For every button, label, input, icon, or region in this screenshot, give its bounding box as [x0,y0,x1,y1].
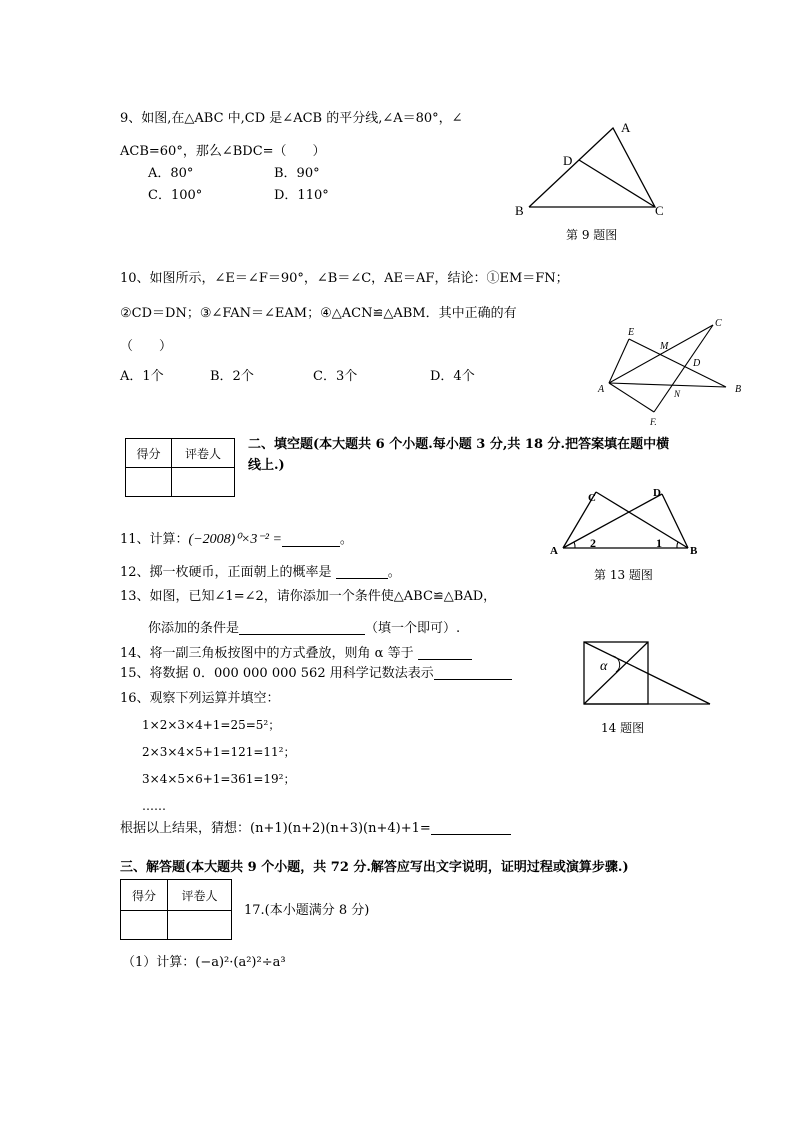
q10-paren: （ ） [120,339,173,354]
q12-answer-blank[interactable] [336,565,388,579]
score-header: 得分 [126,439,172,468]
q9-option-c: C．100° [148,188,203,203]
q12 [120,565,401,579]
q9-option-d: D．110° [274,188,329,203]
q9-label-b: B [515,203,524,218]
q9-option-a: A．80° [148,166,194,181]
q13-label-a: A [550,545,558,557]
q14-text: 14、将一副三角板按图中的方式叠放，则角 α 等于 [120,646,414,661]
q9-label-a: A [621,120,631,135]
q12-suffix: 。 [387,565,401,580]
q10-label-c: C [715,318,722,329]
q17-title: 17.(本小题满分 8 分) [244,903,370,918]
q13-line1: 13、如图，已知∠1=∠2，请你添加一个条件使△ABC≌△BAD， [120,589,497,604]
q16-line-3: 3×4×5×6+1=361=19²； [142,772,296,786]
q13-figure [548,480,708,560]
q16-answer-blank[interactable] [431,821,511,835]
q13-label-b: B [690,545,698,557]
q16-conclusion-text: 根据以上结果，猜想：(n+1)(n+2)(n+3)(n+4)+1= [120,821,431,836]
q10-option-a: A．1个 [120,369,164,384]
q9-option-b: B．90° [274,166,320,181]
q15-answer-blank[interactable] [434,666,512,680]
q10-label-d: D [693,358,701,369]
q10-line1: 10、如图所示，∠E＝∠F＝90°，∠B＝∠C，AE＝AF，结论：①EM＝FN； [120,271,569,286]
q13-label-angle2: 2 [590,536,596,550]
score-table-1 [125,438,235,497]
score-table-2 [120,879,232,940]
q10-line2: ②CD＝DN；③∠FAN＝∠EAM；④△ACN≌△ABM．其中正确的有 [120,306,517,321]
q13-line2-suffix: （填一个即可）. [365,621,461,636]
q9-line2: ACB=60°，那么∠BDC=（ ） [120,144,326,159]
q17-sub1: （1）计算：(−a)²·(a²)²÷a³ [122,955,286,970]
q10-figure [595,315,755,430]
q12-text: 12、掷一枚硬币，正面朝上的概率是 [120,565,332,580]
grader-cell[interactable] [172,468,235,497]
q10-label-e: E [628,327,635,338]
q10-label-f: F. [650,417,657,427]
q13-label-c: C [588,492,596,504]
score-cell[interactable] [126,468,172,497]
q9-figure [505,115,685,220]
q10-option-b: B．2个 [210,369,254,384]
q16-line-4: …… [142,799,166,813]
q14-figure [578,638,718,710]
q10-option-d: D．4个 [430,369,475,384]
q13-line2 [148,621,460,635]
q14-caption: 14 题图 [601,721,645,735]
q9-line1: 9、如图,在△ABC 中,CD 是∠ACB 的平分线,∠A＝80°，∠ [120,111,463,126]
q16-line-2: 2×3×4×5+1=121=11²； [142,745,296,759]
q11 [120,533,353,547]
q13-answer-blank[interactable] [239,621,365,635]
section2-title-line2: 线上.) [248,458,285,473]
q11-prefix: 11、计算： [120,532,189,547]
q13-label-d: D [653,487,661,499]
q9-label-d: D [563,153,573,168]
q10-label-a: A [598,384,605,395]
q10-label-n: N [674,389,681,399]
grader-cell[interactable] [168,911,232,940]
score-header: 得分 [121,880,168,911]
q10-label-b: B [735,384,742,395]
q9-caption: 第 9 题图 [566,228,618,242]
q14-answer-blank[interactable] [418,646,472,660]
q13-caption: 第 13 题图 [594,568,653,582]
grader-header: 评卷人 [168,880,232,911]
q10-option-c: C．3个 [313,369,358,384]
q14-alpha-label: α [600,659,608,674]
grader-header: 评卷人 [172,439,235,468]
q15 [120,666,512,680]
q16-conclusion [120,821,511,835]
q13-line2-prefix: 你添加的条件是 [148,621,240,636]
section3-title: 三、解答题(本大题共 9 个小题，共 72 分.解答应写出文字说明，证明过程或演算步骤.) [120,860,629,875]
section2-title-line1: 二、填空题(本大题共 6 个小题.每小题 3 分,共 18 分.把答案填在题中横 [248,437,670,452]
q10-label-m: M [660,341,669,352]
q9-label-c: C [655,203,664,218]
q16-title: 16、观察下列运算并填空： [120,691,280,706]
q15-text: 15、将数据 0．000 000 000 562 用科学记数法表示 [120,666,434,681]
q13-label-angle1: 1 [656,536,662,550]
q14 [120,646,472,660]
q11-answer-blank[interactable] [282,533,340,547]
q11-expr: (−2008)⁰×3⁻² = [188,532,282,547]
q11-suffix: 。 [339,532,353,547]
q16-line-1: 1×2×3×4+1=25=5²； [142,718,281,732]
score-cell[interactable] [121,911,168,940]
